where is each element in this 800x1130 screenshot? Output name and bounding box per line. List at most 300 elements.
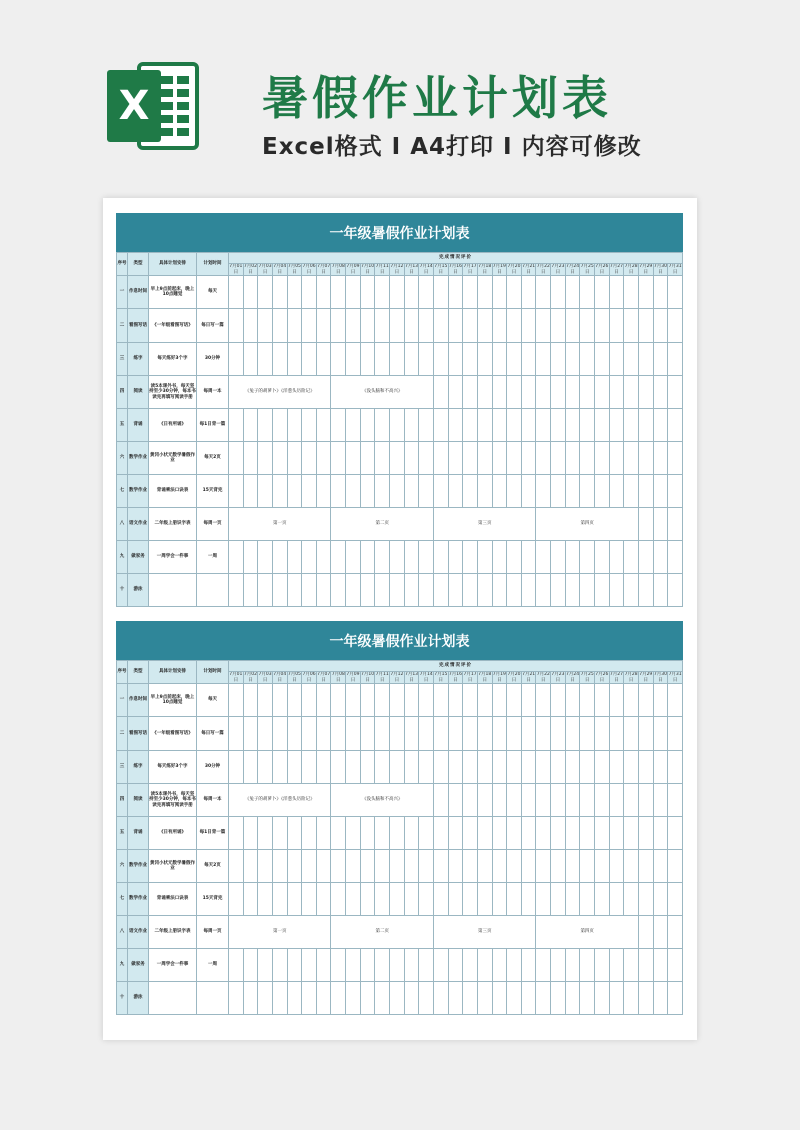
eval-cell[interactable] <box>463 309 478 343</box>
eval-cell[interactable] <box>580 574 595 607</box>
eval-cell[interactable] <box>565 751 580 784</box>
eval-cell[interactable] <box>404 276 419 309</box>
eval-cell[interactable] <box>477 309 492 343</box>
eval-cell[interactable] <box>668 574 683 607</box>
eval-cell[interactable] <box>375 475 390 508</box>
eval-cell[interactable] <box>565 850 580 883</box>
eval-cell[interactable] <box>404 475 419 508</box>
eval-cell[interactable] <box>653 276 668 309</box>
eval-cell[interactable] <box>521 409 536 442</box>
eval-cell[interactable] <box>419 949 434 982</box>
eval-cell[interactable] <box>360 541 375 574</box>
eval-cell[interactable] <box>404 850 419 883</box>
eval-cell[interactable] <box>302 883 317 916</box>
eval-cell[interactable] <box>477 276 492 309</box>
eval-cell[interactable] <box>331 949 346 982</box>
eval-cell[interactable] <box>507 376 522 409</box>
eval-cell[interactable] <box>463 982 478 1015</box>
eval-cell[interactable] <box>492 684 507 717</box>
eval-cell[interactable] <box>638 409 653 442</box>
eval-cell[interactable] <box>624 949 639 982</box>
eval-cell[interactable] <box>638 541 653 574</box>
eval-cell[interactable] <box>551 982 566 1015</box>
eval-cell[interactable] <box>521 850 536 883</box>
eval-cell[interactable] <box>316 817 331 850</box>
eval-cell[interactable] <box>346 949 361 982</box>
eval-cell[interactable] <box>536 309 551 343</box>
eval-cell[interactable] <box>272 751 287 784</box>
eval-cell[interactable] <box>331 751 346 784</box>
eval-cell[interactable] <box>287 751 302 784</box>
eval-cell[interactable] <box>360 442 375 475</box>
eval-cell[interactable] <box>580 949 595 982</box>
eval-cell[interactable] <box>653 949 668 982</box>
eval-cell[interactable] <box>302 475 317 508</box>
eval-cell[interactable] <box>551 475 566 508</box>
eval-cell[interactable] <box>302 751 317 784</box>
eval-cell[interactable] <box>580 541 595 574</box>
eval-cell[interactable] <box>302 343 317 376</box>
eval-cell[interactable] <box>360 817 375 850</box>
eval-cell[interactable] <box>346 475 361 508</box>
eval-cell[interactable] <box>448 817 463 850</box>
eval-cell[interactable] <box>463 541 478 574</box>
eval-cell[interactable] <box>580 409 595 442</box>
eval-cell[interactable] <box>346 574 361 607</box>
eval-cell[interactable] <box>419 574 434 607</box>
eval-cell[interactable] <box>565 409 580 442</box>
eval-cell[interactable] <box>229 574 244 607</box>
eval-cell[interactable] <box>507 949 522 982</box>
eval-cell[interactable] <box>433 717 448 751</box>
eval-cell[interactable] <box>272 850 287 883</box>
eval-cell[interactable] <box>243 883 258 916</box>
eval-cell[interactable] <box>638 949 653 982</box>
eval-cell[interactable] <box>390 475 405 508</box>
eval-cell[interactable] <box>477 982 492 1015</box>
eval-cell[interactable] <box>229 850 244 883</box>
eval-cell[interactable] <box>492 949 507 982</box>
eval-cell[interactable] <box>609 784 624 817</box>
eval-cell[interactable] <box>360 309 375 343</box>
eval-cell[interactable] <box>375 574 390 607</box>
eval-cell[interactable] <box>536 376 551 409</box>
eval-cell[interactable] <box>404 343 419 376</box>
eval-cell[interactable] <box>580 850 595 883</box>
eval-cell[interactable] <box>316 309 331 343</box>
eval-cell[interactable] <box>243 717 258 751</box>
eval-cell[interactable] <box>638 850 653 883</box>
eval-cell[interactable] <box>507 850 522 883</box>
eval-cell[interactable] <box>595 883 610 916</box>
eval-cell[interactable] <box>551 574 566 607</box>
eval-cell[interactable] <box>521 717 536 751</box>
eval-cell[interactable] <box>668 949 683 982</box>
eval-cell[interactable] <box>316 883 331 916</box>
eval-cell[interactable] <box>448 442 463 475</box>
eval-cell[interactable] <box>316 949 331 982</box>
eval-cell[interactable] <box>404 982 419 1015</box>
eval-cell[interactable] <box>229 276 244 309</box>
eval-cell[interactable] <box>653 817 668 850</box>
eval-cell[interactable] <box>624 574 639 607</box>
eval-cell[interactable] <box>316 717 331 751</box>
eval-cell[interactable] <box>507 817 522 850</box>
eval-cell[interactable] <box>463 684 478 717</box>
eval-cell[interactable] <box>390 883 405 916</box>
eval-cell[interactable] <box>536 574 551 607</box>
eval-cell[interactable] <box>492 850 507 883</box>
eval-cell[interactable] <box>463 751 478 784</box>
eval-cell[interactable] <box>668 883 683 916</box>
eval-cell[interactable] <box>287 442 302 475</box>
eval-cell[interactable] <box>419 343 434 376</box>
eval-cell[interactable] <box>346 717 361 751</box>
eval-cell[interactable] <box>477 376 492 409</box>
eval-cell[interactable] <box>390 717 405 751</box>
eval-cell[interactable] <box>653 751 668 784</box>
eval-cell[interactable] <box>258 982 273 1015</box>
eval-cell[interactable] <box>243 574 258 607</box>
eval-cell[interactable] <box>390 982 405 1015</box>
eval-cell[interactable] <box>433 883 448 916</box>
eval-cell[interactable] <box>390 409 405 442</box>
eval-cell[interactable] <box>331 442 346 475</box>
eval-cell[interactable] <box>653 784 668 817</box>
eval-cell[interactable] <box>463 409 478 442</box>
eval-cell[interactable] <box>448 751 463 784</box>
eval-cell[interactable] <box>580 442 595 475</box>
eval-cell[interactable] <box>419 409 434 442</box>
eval-cell[interactable] <box>565 949 580 982</box>
eval-cell[interactable] <box>419 309 434 343</box>
eval-cell[interactable] <box>492 541 507 574</box>
eval-cell[interactable] <box>302 982 317 1015</box>
eval-cell[interactable] <box>507 684 522 717</box>
eval-cell[interactable] <box>302 684 317 717</box>
eval-cell[interactable] <box>331 343 346 376</box>
eval-cell[interactable] <box>229 717 244 751</box>
eval-cell[interactable] <box>580 883 595 916</box>
eval-cell[interactable] <box>390 343 405 376</box>
eval-cell[interactable] <box>331 883 346 916</box>
eval-cell[interactable] <box>287 343 302 376</box>
eval-cell[interactable] <box>492 442 507 475</box>
eval-cell[interactable] <box>360 574 375 607</box>
eval-cell[interactable] <box>375 409 390 442</box>
eval-cell[interactable] <box>609 982 624 1015</box>
eval-cell[interactable] <box>521 883 536 916</box>
eval-cell[interactable] <box>375 982 390 1015</box>
eval-cell[interactable] <box>229 817 244 850</box>
eval-cell[interactable] <box>331 409 346 442</box>
eval-cell[interactable] <box>243 475 258 508</box>
eval-cell[interactable] <box>433 475 448 508</box>
eval-cell[interactable] <box>331 574 346 607</box>
eval-cell[interactable] <box>595 717 610 751</box>
eval-cell[interactable] <box>433 684 448 717</box>
eval-cell[interactable] <box>624 409 639 442</box>
eval-cell[interactable] <box>404 751 419 784</box>
eval-cell[interactable] <box>302 276 317 309</box>
eval-cell[interactable] <box>638 684 653 717</box>
eval-cell[interactable] <box>565 982 580 1015</box>
eval-cell[interactable] <box>638 442 653 475</box>
eval-cell[interactable] <box>433 751 448 784</box>
eval-cell[interactable] <box>287 541 302 574</box>
eval-cell[interactable] <box>463 949 478 982</box>
eval-cell[interactable] <box>258 541 273 574</box>
eval-cell[interactable] <box>258 442 273 475</box>
eval-cell[interactable] <box>419 717 434 751</box>
eval-cell[interactable] <box>668 982 683 1015</box>
eval-cell[interactable] <box>331 276 346 309</box>
eval-cell[interactable] <box>507 751 522 784</box>
eval-cell[interactable] <box>243 276 258 309</box>
eval-cell[interactable] <box>463 784 478 817</box>
eval-cell[interactable] <box>463 850 478 883</box>
eval-cell[interactable] <box>316 751 331 784</box>
eval-cell[interactable] <box>463 376 478 409</box>
eval-cell[interactable] <box>595 684 610 717</box>
eval-cell[interactable] <box>229 442 244 475</box>
eval-cell[interactable] <box>433 817 448 850</box>
eval-cell[interactable] <box>419 442 434 475</box>
eval-cell[interactable] <box>653 475 668 508</box>
eval-cell[interactable] <box>638 475 653 508</box>
eval-cell[interactable] <box>477 541 492 574</box>
eval-cell[interactable] <box>536 684 551 717</box>
eval-cell[interactable] <box>624 541 639 574</box>
eval-cell[interactable] <box>448 982 463 1015</box>
eval-cell[interactable] <box>609 409 624 442</box>
eval-cell[interactable] <box>316 850 331 883</box>
eval-cell[interactable] <box>609 309 624 343</box>
eval-cell[interactable] <box>580 817 595 850</box>
eval-cell[interactable] <box>419 817 434 850</box>
eval-cell[interactable] <box>521 475 536 508</box>
eval-cell[interactable] <box>609 276 624 309</box>
eval-cell[interactable] <box>624 475 639 508</box>
eval-cell[interactable] <box>536 343 551 376</box>
eval-cell[interactable] <box>668 850 683 883</box>
eval-cell[interactable] <box>653 574 668 607</box>
eval-cell[interactable] <box>492 376 507 409</box>
eval-cell[interactable] <box>668 475 683 508</box>
eval-cell[interactable] <box>507 982 522 1015</box>
eval-cell[interactable] <box>668 442 683 475</box>
eval-cell[interactable] <box>668 508 683 541</box>
eval-cell[interactable] <box>653 309 668 343</box>
eval-cell[interactable] <box>551 717 566 751</box>
eval-cell[interactable] <box>258 684 273 717</box>
eval-cell[interactable] <box>638 376 653 409</box>
eval-cell[interactable] <box>404 309 419 343</box>
eval-cell[interactable] <box>360 883 375 916</box>
eval-cell[interactable] <box>507 883 522 916</box>
eval-cell[interactable] <box>638 784 653 817</box>
eval-cell[interactable] <box>492 982 507 1015</box>
eval-cell[interactable] <box>229 751 244 784</box>
eval-cell[interactable] <box>580 784 595 817</box>
eval-cell[interactable] <box>492 475 507 508</box>
eval-cell[interactable] <box>404 717 419 751</box>
eval-cell[interactable] <box>492 276 507 309</box>
eval-cell[interactable] <box>287 574 302 607</box>
eval-cell[interactable] <box>463 343 478 376</box>
eval-cell[interactable] <box>302 850 317 883</box>
eval-cell[interactable] <box>360 276 375 309</box>
eval-cell[interactable] <box>463 883 478 916</box>
eval-cell[interactable] <box>360 475 375 508</box>
eval-cell[interactable] <box>272 684 287 717</box>
eval-cell[interactable] <box>477 949 492 982</box>
eval-cell[interactable] <box>390 684 405 717</box>
eval-cell[interactable] <box>229 982 244 1015</box>
eval-cell[interactable] <box>302 574 317 607</box>
eval-cell[interactable] <box>258 574 273 607</box>
eval-cell[interactable] <box>243 982 258 1015</box>
eval-cell[interactable] <box>448 784 463 817</box>
eval-cell[interactable] <box>404 817 419 850</box>
eval-cell[interactable] <box>302 442 317 475</box>
eval-cell[interactable] <box>536 276 551 309</box>
eval-cell[interactable] <box>229 475 244 508</box>
eval-cell[interactable] <box>316 982 331 1015</box>
eval-cell[interactable] <box>624 817 639 850</box>
eval-cell[interactable] <box>390 574 405 607</box>
eval-cell[interactable] <box>653 982 668 1015</box>
eval-cell[interactable] <box>551 684 566 717</box>
eval-cell[interactable] <box>243 442 258 475</box>
eval-cell[interactable] <box>287 817 302 850</box>
eval-cell[interactable] <box>302 717 317 751</box>
eval-cell[interactable] <box>404 949 419 982</box>
eval-cell[interactable] <box>536 850 551 883</box>
eval-cell[interactable] <box>521 684 536 717</box>
eval-cell[interactable] <box>463 817 478 850</box>
eval-cell[interactable] <box>243 949 258 982</box>
eval-cell[interactable] <box>624 883 639 916</box>
eval-cell[interactable] <box>433 949 448 982</box>
eval-cell[interactable] <box>565 442 580 475</box>
eval-cell[interactable] <box>360 751 375 784</box>
eval-cell[interactable] <box>258 475 273 508</box>
eval-cell[interactable] <box>375 541 390 574</box>
eval-cell[interactable] <box>390 442 405 475</box>
eval-cell[interactable] <box>258 817 273 850</box>
eval-cell[interactable] <box>551 883 566 916</box>
eval-cell[interactable] <box>346 684 361 717</box>
eval-cell[interactable] <box>536 751 551 784</box>
eval-cell[interactable] <box>316 541 331 574</box>
eval-cell[interactable] <box>521 751 536 784</box>
eval-cell[interactable] <box>375 949 390 982</box>
eval-cell[interactable] <box>668 376 683 409</box>
eval-cell[interactable] <box>595 541 610 574</box>
eval-cell[interactable] <box>551 541 566 574</box>
eval-cell[interactable] <box>302 817 317 850</box>
eval-cell[interactable] <box>668 784 683 817</box>
eval-cell[interactable] <box>521 982 536 1015</box>
eval-cell[interactable] <box>638 916 653 949</box>
eval-cell[interactable] <box>331 684 346 717</box>
eval-cell[interactable] <box>580 276 595 309</box>
eval-cell[interactable] <box>551 949 566 982</box>
eval-cell[interactable] <box>375 684 390 717</box>
eval-cell[interactable] <box>331 817 346 850</box>
eval-cell[interactable] <box>419 541 434 574</box>
eval-cell[interactable] <box>521 309 536 343</box>
eval-cell[interactable] <box>536 883 551 916</box>
eval-cell[interactable] <box>419 276 434 309</box>
eval-cell[interactable] <box>346 982 361 1015</box>
eval-cell[interactable] <box>316 343 331 376</box>
eval-cell[interactable] <box>272 883 287 916</box>
eval-cell[interactable] <box>419 475 434 508</box>
eval-cell[interactable] <box>536 442 551 475</box>
eval-cell[interactable] <box>433 442 448 475</box>
eval-cell[interactable] <box>272 949 287 982</box>
eval-cell[interactable] <box>595 574 610 607</box>
eval-cell[interactable] <box>624 376 639 409</box>
eval-cell[interactable] <box>229 409 244 442</box>
eval-cell[interactable] <box>258 409 273 442</box>
eval-cell[interactable] <box>521 574 536 607</box>
eval-cell[interactable] <box>492 751 507 784</box>
eval-cell[interactable] <box>448 409 463 442</box>
eval-cell[interactable] <box>536 409 551 442</box>
eval-cell[interactable] <box>565 717 580 751</box>
eval-cell[interactable] <box>507 276 522 309</box>
eval-cell[interactable] <box>346 541 361 574</box>
eval-cell[interactable] <box>243 850 258 883</box>
eval-cell[interactable] <box>331 982 346 1015</box>
eval-cell[interactable] <box>595 442 610 475</box>
eval-cell[interactable] <box>507 574 522 607</box>
eval-cell[interactable] <box>668 916 683 949</box>
eval-cell[interactable] <box>624 442 639 475</box>
eval-cell[interactable] <box>595 982 610 1015</box>
eval-cell[interactable] <box>565 817 580 850</box>
eval-cell[interactable] <box>595 784 610 817</box>
eval-cell[interactable] <box>565 541 580 574</box>
eval-cell[interactable] <box>375 309 390 343</box>
eval-cell[interactable] <box>668 717 683 751</box>
eval-cell[interactable] <box>331 850 346 883</box>
eval-cell[interactable] <box>448 541 463 574</box>
eval-cell[interactable] <box>433 343 448 376</box>
eval-cell[interactable] <box>536 475 551 508</box>
eval-cell[interactable] <box>507 343 522 376</box>
eval-cell[interactable] <box>653 508 668 541</box>
eval-cell[interactable] <box>448 276 463 309</box>
eval-cell[interactable] <box>477 343 492 376</box>
eval-cell[interactable] <box>595 376 610 409</box>
eval-cell[interactable] <box>624 751 639 784</box>
eval-cell[interactable] <box>433 850 448 883</box>
eval-cell[interactable] <box>316 574 331 607</box>
eval-cell[interactable] <box>272 982 287 1015</box>
eval-cell[interactable] <box>595 817 610 850</box>
eval-cell[interactable] <box>448 475 463 508</box>
eval-cell[interactable] <box>404 574 419 607</box>
eval-cell[interactable] <box>331 541 346 574</box>
eval-cell[interactable] <box>419 751 434 784</box>
eval-cell[interactable] <box>433 276 448 309</box>
eval-cell[interactable] <box>331 717 346 751</box>
eval-cell[interactable] <box>609 475 624 508</box>
